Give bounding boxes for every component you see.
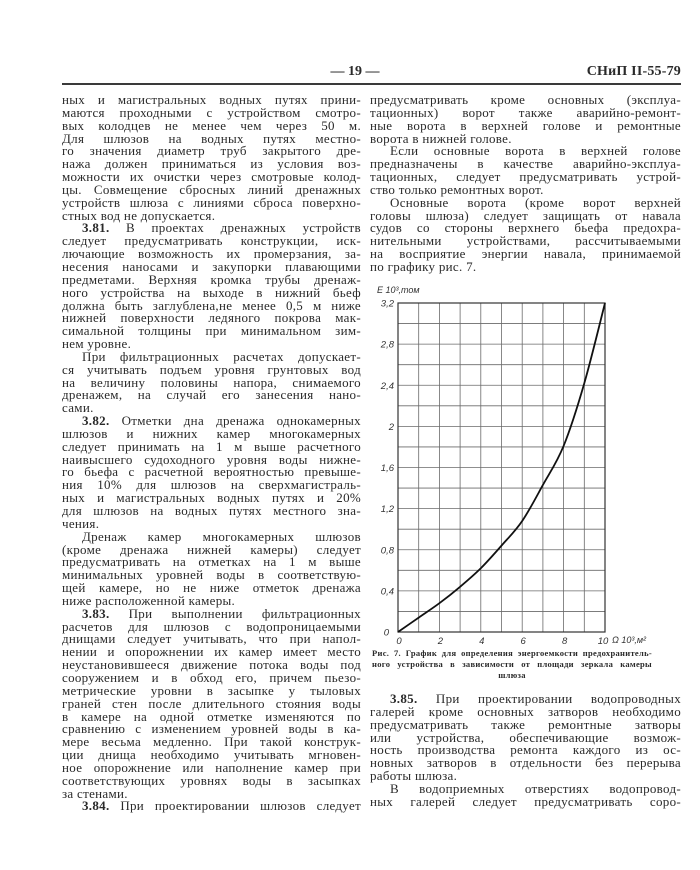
text-line: на величину половины напора, снимаемого	[62, 374, 361, 390]
text-line: го бьефа с расчетной вероятностью превыше-	[62, 464, 361, 480]
paragraph	[62, 348, 361, 416]
section-3-82	[62, 415, 361, 531]
text-line: ность производства ремонта каждого из ос-	[370, 742, 681, 758]
text-line: устройств шлюза с линиями сброса поверхно-	[62, 194, 361, 210]
y-tick-label: 2,4	[380, 380, 394, 392]
section-3-81	[62, 222, 361, 350]
text-line: ся учитывать подъем уровня грунтовых вод	[62, 361, 361, 377]
text-line: мере весьма медленно. При такой конструк-	[62, 734, 361, 750]
section-3-85	[370, 693, 681, 783]
text-line: Дренаж камер многокамерных шлюзов	[82, 528, 361, 544]
text-line: чения.	[62, 515, 100, 531]
x-tick-label: 2	[437, 636, 444, 647]
text-line: или устройства, обеспечивающие возмож-	[370, 729, 681, 745]
x-axis-title: Ω 10³,м²	[612, 635, 647, 645]
text-line: на восприятие энергии навала, принимаемой	[370, 246, 681, 262]
text-line: ворота в нижней голове.	[370, 130, 512, 146]
text-line: Основные ворота (кроме ворот верхней	[390, 194, 681, 210]
text-line: ции днища необходимо учитывать мгновен-	[62, 747, 361, 763]
caption-line: Рис. 7. График для определения энергоемкости предохранитель-	[372, 648, 652, 658]
y-tick-label: 0,4	[380, 586, 394, 598]
text-line: вых колодцев не менее чем через 50 м.	[62, 117, 361, 133]
text-line: (кроме дренажа нижней камеры) следует	[62, 541, 361, 557]
section-number: 3.85.	[390, 691, 418, 706]
header-rule	[62, 83, 681, 85]
text-line: маются проходными с устройством смотро-	[62, 104, 361, 120]
text-line: предусматривать кроме основных (эксплуа-	[370, 92, 681, 107]
text-line: Для шлюзов на водных путях местно-	[62, 130, 361, 146]
text-fragment: При проектировании шлюзов следует	[120, 798, 361, 814]
y-tick-label: 1,2	[380, 504, 394, 516]
text-line: сами.	[62, 400, 94, 416]
text-line: предметами. Верхняя кромка трубы дренаж-	[62, 271, 361, 287]
section-number: 3.83.	[82, 605, 110, 621]
text-line: нении и опорожнении их камер имеет место	[62, 644, 361, 660]
paragraph	[370, 145, 681, 196]
text-line: галерей кроме основных затворов необходимо	[370, 703, 681, 719]
y-tick-label: 3,2	[380, 298, 394, 310]
text-line: минимальных уровней воды в соответствую-	[62, 567, 361, 583]
section-number: 3.81.	[82, 220, 110, 236]
text-line: ство только ремонтных ворот.	[370, 181, 544, 197]
text-line: следует предусматривать конструкции, иск-	[62, 233, 361, 249]
x-tick-label: 0	[396, 636, 402, 647]
text-line: тационных) ворот также аварийно-ремонт-	[370, 104, 681, 120]
text-line: днищами следует учитывать, что при напол-	[62, 631, 361, 647]
y-tick-label: 2	[388, 421, 394, 433]
text-line: судов со стороны верхнего бьефа предохра-	[370, 220, 681, 236]
text-fragment: При проектировании водопроводных	[435, 691, 681, 706]
text-line: должна быть заглублена,не менее 0,5 м ниже	[62, 297, 361, 313]
text-line: в камере на одной отметке изменяются по	[62, 708, 361, 724]
text-line: предусматривать также ремонтные затворы	[370, 716, 681, 732]
text-line: следует принимать на 1 м выше расчетного	[62, 438, 361, 454]
y-axis-title: E 10³,том	[377, 285, 420, 295]
text-fragment: При выполнении фильтрационных	[128, 605, 361, 621]
text-line: ных галерей следует предусматривать соро-	[370, 793, 681, 809]
y-tick-label: 0,8	[380, 545, 394, 557]
text-line: по графику рис. 7.	[370, 258, 477, 274]
text-line: В водоприемных отверстиях водопровод-	[390, 780, 681, 796]
left-column	[62, 94, 361, 813]
text-line: лючающие возможность их промерзания, за-	[62, 246, 361, 262]
text-line: неустановившееся движение потока воды под	[62, 657, 361, 673]
text-line: работы шлюза.	[370, 768, 458, 784]
section-3-83	[62, 605, 361, 801]
text-line: симальной толщины при минимальном зим-	[62, 323, 361, 339]
figure-caption	[372, 648, 652, 681]
right-column-lower	[370, 693, 681, 809]
text-line: ния 10% для шлюзов на сверхмагистраль-	[62, 477, 361, 493]
text-line: ниже расположенной камеры.	[62, 592, 236, 608]
y-tick-labels	[380, 299, 395, 639]
paragraph	[370, 780, 681, 809]
text-line: предназначены в качестве аварийно-эксплуа-	[370, 156, 681, 172]
text-line: ных и магистральных водных путях прини-	[62, 92, 361, 107]
text-line: несения наносами и закупорки плавающими	[62, 258, 361, 274]
text-line: сооружением и в обход его, причем пьезо-	[62, 669, 361, 685]
text-line: нажа должен приниматься из условия воз-	[62, 156, 361, 172]
right-column-upper	[370, 94, 681, 274]
text-line: ных и магистральных водных путях и 20%	[62, 490, 361, 506]
paragraph	[62, 94, 361, 222]
paragraph	[370, 94, 681, 145]
text-line: стных вод не допускается.	[62, 207, 216, 223]
section-number: 3.82.	[82, 413, 110, 429]
text-line: ного устройства на выходе в нижний бьеф	[62, 284, 361, 300]
text-line: При фильтрационных расчетах допускает-	[82, 348, 361, 364]
text-line: нем уровне.	[62, 336, 132, 352]
text-line	[62, 800, 361, 813]
text-line: Если основные ворота в верхней голове	[390, 143, 681, 159]
document-code: СНиП II-55-79	[586, 64, 681, 79]
text-line: го значения диаметр труб закрытого дре-	[62, 143, 361, 159]
text-line: головы шлюза) следует защищать от навала	[370, 207, 681, 223]
text-line: сравнению с изменением уровней воды в ка-	[62, 721, 361, 737]
text-line: можности их очистки через смотровые колод-	[62, 169, 361, 185]
energy-capacity-chart	[370, 280, 670, 650]
text-line: шлюзов и нижних камер многокамерных	[62, 425, 361, 441]
text-line: предусматривать на отметках на 1 м выше	[62, 554, 361, 570]
section-3-84	[62, 800, 361, 813]
y-tick-label: 2,8	[380, 339, 394, 351]
y-tick-label: 1,6	[380, 463, 394, 474]
text-line: соответствующих уровнях воды в засыпках	[62, 772, 361, 788]
text-fragment: В проектах дренажных устройств	[126, 220, 361, 236]
text-line: ные ворота в верхней голове и ремонтные	[370, 117, 681, 133]
text-line: нижней поверхности ледяного покрова мак-	[62, 310, 361, 326]
x-tick-label: 10	[597, 636, 609, 647]
text-fragment: Отметки дна дренажа однокамерных	[121, 413, 361, 429]
text-line: цы. Совмещение сбросных линий дренажных	[62, 181, 361, 197]
caption-line: ного устройства в зависимости от площади зеркала камеры	[372, 659, 652, 669]
section-number: 3.84.	[82, 798, 110, 814]
y-tick-label: 0	[383, 627, 389, 639]
x-tick-label: 6	[520, 636, 526, 647]
x-tick-label: 8	[561, 636, 568, 647]
paragraph	[370, 194, 681, 274]
x-tick-label: 4	[479, 636, 485, 647]
text-line: ное опорожнение или наполнение камер при	[62, 759, 361, 775]
caption-line: шлюза	[498, 670, 526, 680]
text-line: щей камере, но не ниже отметок дренажа	[62, 580, 361, 596]
text-line: за стенами.	[62, 785, 128, 801]
text-line: метрические уровни в засыпке у тыловых	[62, 682, 361, 698]
chart-grid	[398, 303, 605, 632]
text-line: граней стен после длительного стояния воды	[62, 695, 361, 711]
paragraph	[62, 528, 361, 608]
page-number: — 19 —	[330, 64, 380, 79]
text-line: наивысшего судоходного уровня воды нижне-	[62, 451, 361, 467]
text-line: тационных, следует предусматривать устрой-	[370, 169, 681, 185]
text-line: дренажем, на случай его занесения нано-	[62, 387, 361, 403]
x-tick-labels	[396, 636, 609, 647]
text-line: нительными устройствами, рассчитываемыми	[370, 233, 681, 249]
text-line: новных затворов в отдельности без перерыва	[370, 755, 681, 771]
text-line: для шлюзов на водных путях местного зна-	[62, 503, 361, 518]
text-line: расчетов для шлюзов с водопроницаемыми	[62, 618, 361, 634]
